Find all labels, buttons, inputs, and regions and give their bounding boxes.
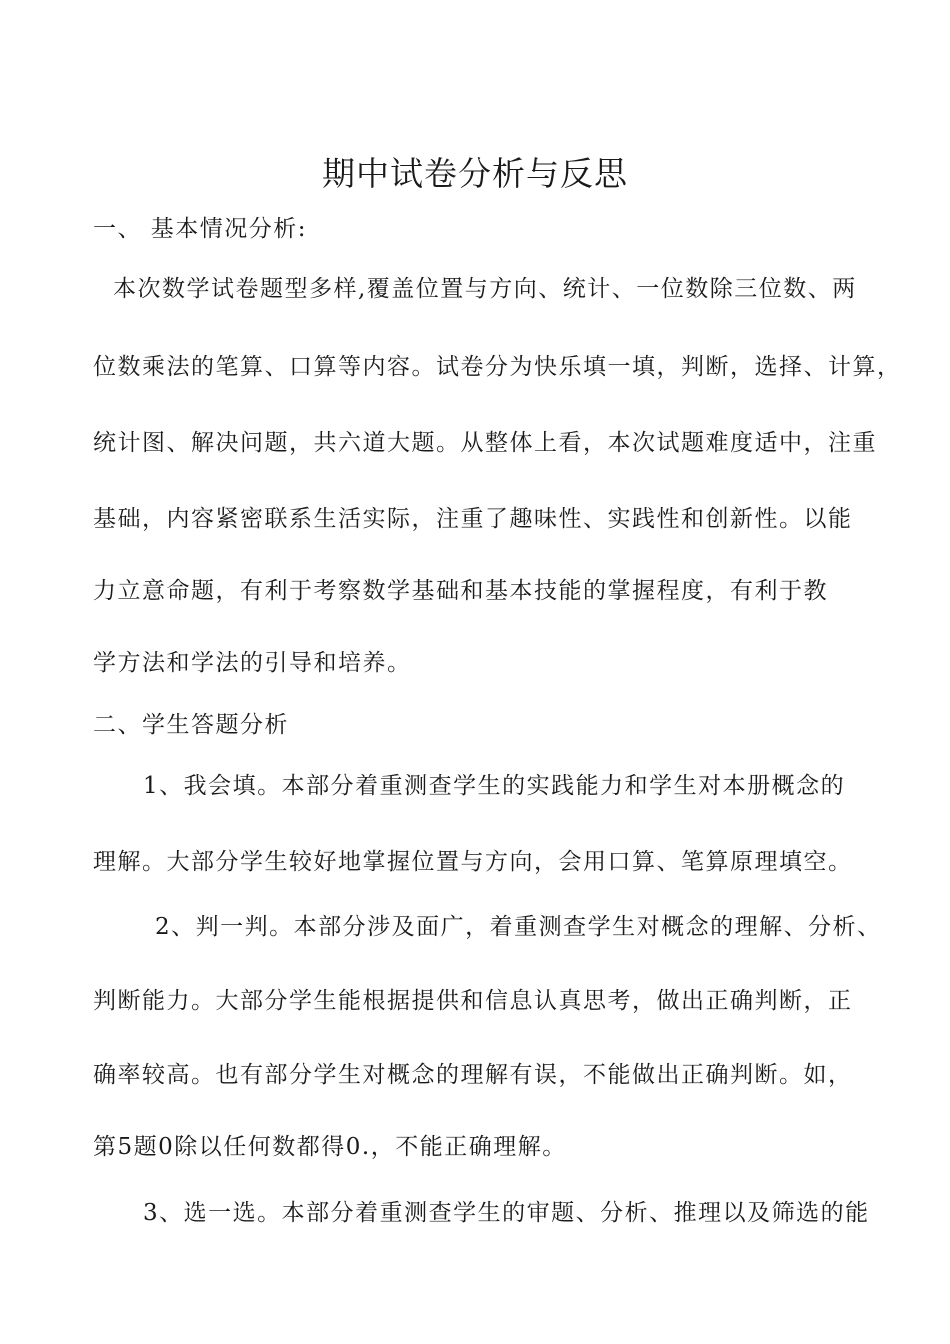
paragraph-line: 2、判一判。本部分涉及面广，着重测查学生对概念的理解、分析、 <box>155 914 882 940</box>
paragraph-line: 判断能力。大部分学生能根据提供和信息认真思考，做出正确判断，正 <box>93 988 853 1014</box>
paragraph-line: 第5题0除以任何数都得0.，不能正确理解。 <box>93 1134 567 1160</box>
paragraph-line: 学方法和学法的引导和培养。 <box>93 650 412 676</box>
paragraph-line: 本次数学试卷题型多样,覆盖位置与方向、统计、一位数除三位数、两 <box>113 276 857 302</box>
section-heading-answers: 二、学生答题分析 <box>93 712 289 738</box>
paragraph-line: 基础，内容紧密联系生活实际，注重了趣味性、实践性和创新性。以能 <box>93 506 853 532</box>
section-heading-basic: 一、 基本情况分析: <box>93 216 308 242</box>
paragraph-line: 理解。大部分学生较好地掌握位置与方向，会用口算、笔算原理填空。 <box>93 849 853 875</box>
paragraph-line: 统计图、解决问题，共六道大题。从整体上看，本次试题难度适中，注重 <box>93 430 877 456</box>
paragraph-line: 1、我会填。本部分着重测查学生的实践能力和学生对本册概念的 <box>143 773 846 799</box>
paragraph-line: 3、选一选。本部分着重测查学生的审题、分析、推理以及筛选的能 <box>143 1200 870 1226</box>
document-title: 期中试卷分析与反思 <box>322 154 628 193</box>
paragraph-line: 位数乘法的笔算、口算等内容。试卷分为快乐填一填，判断，选择、计算， <box>93 354 902 380</box>
paragraph-line: 力立意命题，有利于考察数学基础和基本技能的掌握程度，有利于教 <box>93 578 828 604</box>
paragraph-line: 确率较高。也有部分学生对概念的理解有误，不能做出正确判断。如， <box>93 1062 853 1088</box>
